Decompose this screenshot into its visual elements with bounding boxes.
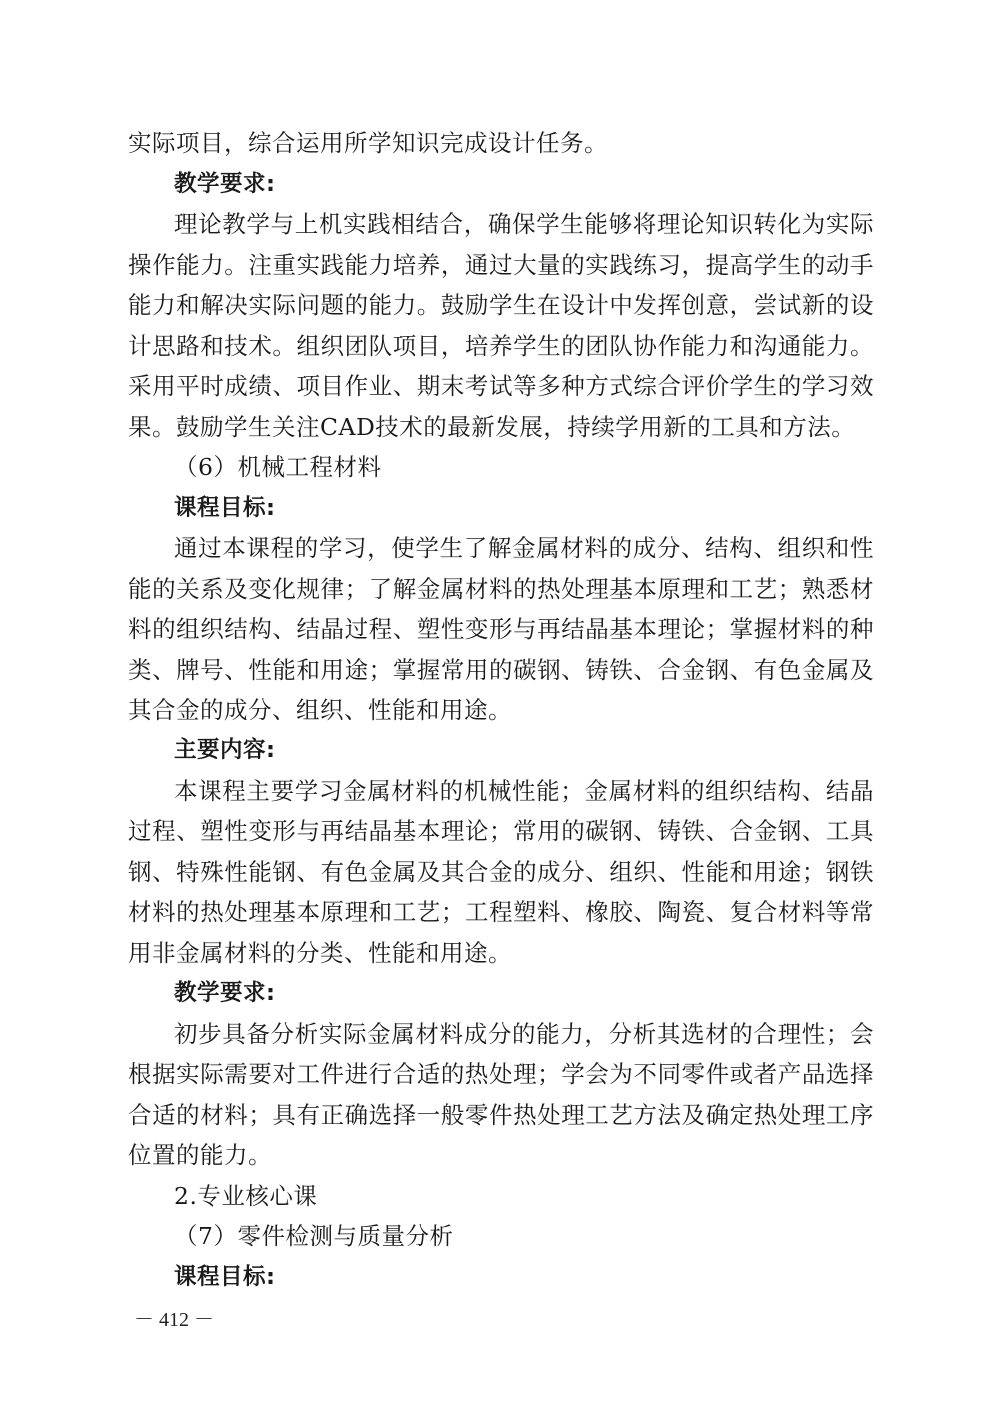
- page-number: － 412 －: [134, 1309, 214, 1331]
- body-text-line: 本课程主要学习金属材料的机械性能；金属材料的组织结构、结晶: [174, 777, 874, 805]
- body-text-line: 采用平时成绩、项目作业、期末考试等多种方式综合评价学生的学习效: [128, 372, 874, 400]
- section-heading-teaching-requirements: 教学要求:: [174, 980, 276, 1006]
- body-text-line: 料的组织结构、结晶过程、塑性变形与再结晶基本理论；掌握材料的种: [128, 615, 874, 643]
- body-text-line: 操作能力。注重实践能力培养，通过大量的实践练习，提高学生的动手: [128, 251, 874, 279]
- body-text-line: 初步具备分析实际金属材料成分的能力，分析其选材的合理性；会: [174, 1020, 874, 1048]
- body-text-line: 能的关系及变化规律；了解金属材料的热处理基本原理和工艺；熟悉材: [128, 575, 874, 603]
- body-text-line: 用非金属材料的分类、性能和用途。: [128, 939, 512, 967]
- section-heading-course-objectives: 课程目标:: [174, 495, 276, 521]
- section-heading-main-content: 主要内容:: [174, 737, 276, 763]
- body-text-line: 材料的热处理基本原理和工艺；工程塑料、橡胶、陶瓷、复合材料等常: [128, 898, 874, 926]
- body-text-line: 过程、塑性变形与再结晶基本理论；常用的碳钢、铸铁、合金钢、工具: [128, 817, 874, 845]
- course-title-part-inspection: （7）零件检测与质量分析: [174, 1222, 454, 1250]
- section-heading-course-objectives: 课程目标:: [174, 1264, 276, 1290]
- body-text-line: 果。鼓励学生关注CAD技术的最新发展，持续学用新的工具和方法。: [128, 413, 856, 441]
- subsection-title-core-courses: 2.专业核心课: [174, 1182, 318, 1210]
- body-text-line: 理论教学与上机实践相结合，确保学生能够将理论知识转化为实际: [174, 210, 874, 238]
- body-text-line: 计思路和技术。组织团队项目，培养学生的团队协作能力和沟通能力。: [128, 332, 874, 360]
- body-text-line: 合适的材料；具有正确选择一般零件热处理工艺方法及确定热处理工序: [128, 1101, 874, 1129]
- body-text-line: 其合金的成分、组织、性能和用途。: [128, 696, 512, 724]
- body-text-line: 位置的能力。: [128, 1141, 272, 1169]
- body-text-line: 能力和解决实际问题的能力。鼓励学生在设计中发挥创意，尝试新的设: [128, 291, 874, 319]
- course-title-mechanical-engineering-materials: （6）机械工程材料: [174, 453, 382, 481]
- section-heading-teaching-requirements: 教学要求:: [174, 171, 276, 197]
- body-text-line: 通过本课程的学习，使学生了解金属材料的成分、结构、组织和性: [174, 534, 874, 562]
- body-text-line: 类、牌号、性能和用途；掌握常用的碳钢、铸铁、合金钢、有色金属及: [128, 656, 874, 684]
- body-text-line: 实际项目，综合运用所学知识完成设计任务。: [128, 129, 608, 157]
- body-text-line: 钢、特殊性能钢、有色金属及其合金的成分、组织、性能和用途；钢铁: [128, 858, 874, 886]
- body-text-line: 根据实际需要对工件进行合适的热处理；学会为不同零件或者产品选择: [128, 1060, 874, 1088]
